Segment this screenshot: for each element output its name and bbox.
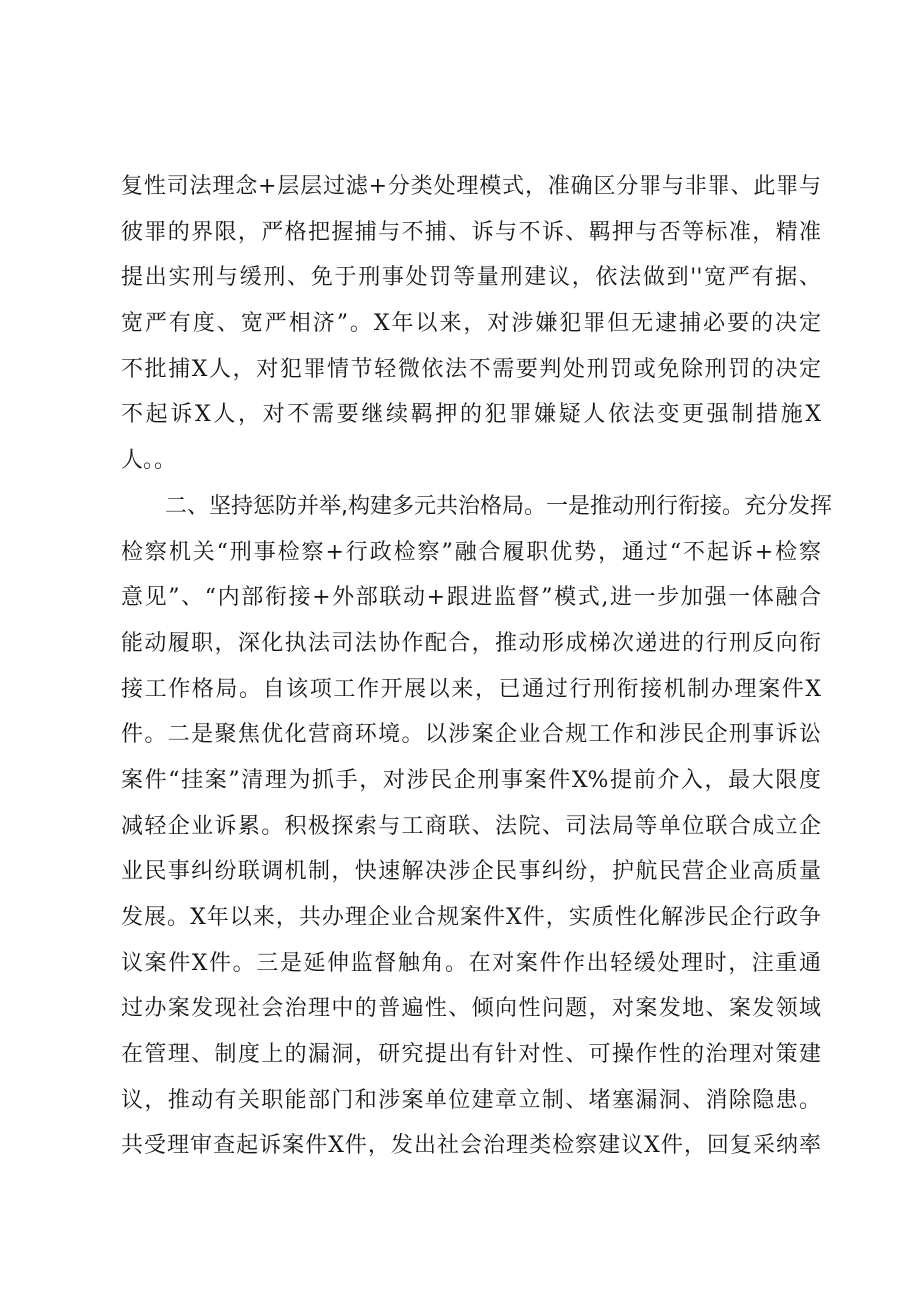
document-body (121, 164, 833, 1169)
text-line: 彼罪的界限，严格把握捕与不捕、诉与不诉、羁押与否等标准，精准 (121, 219, 821, 245)
section-heading-line (121, 484, 833, 530)
text-line: 检察机关“刑事检察+行政检察”融合履职优势，通过“不起诉+检察 (121, 539, 821, 565)
text-line: 减轻企业诉累。积极探索与工商联、法院、司法局等单位联合成立企 (121, 813, 821, 839)
text-line: 共受理审查起诉案件X件，发出社会治理类检察建议X件，回复采纳率 (121, 1133, 821, 1159)
text-line: 不批捕X人，对犯罪情节轻微依法不需要判处刑罚或免除刑罚的决定 (121, 356, 821, 382)
text-line: 件。二是聚焦优化营商环境。以涉案企业合规工作和涉民企刑事诉讼 (121, 722, 821, 748)
text-line: 不起诉X人，对不需要继续羁押的犯罪嫌疑人依法变更强制措施X (121, 402, 821, 428)
text-line: 在管理、制度上的漏洞，研究提出有针对性、可操作性的治理对策建 (121, 1042, 821, 1068)
text-line: 议，推动有关职能部门和涉案单位建章立制、堵塞漏洞、消除隐患。 (121, 1087, 821, 1113)
text-line: 能动履职，深化执法司法协作配合，推动形成梯次递进的行刑反向衔 (121, 630, 821, 656)
text-line: 发展。X年以来，共办理企业合规案件X件，实质性化解涉民企行政争 (121, 905, 821, 930)
text-line: 复性司法理念+层层过滤+分类处理模式，准确区分罪与非罪、此罪与 (121, 174, 821, 199)
section-heading: 二、坚持惩防并举,构建多元共治格局。 (165, 493, 546, 519)
section-heading-continuation: 一是推动刑行衔接。充分发挥 (546, 493, 833, 519)
text-line: 议案件X件。三是延伸监督触角。在对案件作出轻缓处理时，注重通 (121, 950, 821, 976)
text-line: 案件“挂案”清理为抓手，对涉民企刑事案件X%提前介入，最大限度 (121, 767, 821, 793)
text-line: 人。。 (121, 448, 177, 474)
text-line: 意见”、“内部衔接+外部联动+跟进监督”模式,进一步加强一体融合 (121, 585, 821, 611)
text-line: 宽严有度、宽严相济”。X年以来，对涉嫌犯罪但无逮捕必要的决定 (121, 311, 821, 337)
text-line: 过办案发现社会治理中的普遍性、倾向性问题，对案发地、案发领域 (121, 996, 821, 1022)
text-line: 业民事纠纷联调机制，快速解决涉企民事纠纷，护航民营企业高质量 (121, 859, 821, 885)
text-line: 接工作格局。自该项工作开展以来，已通过行刑衔接机制办理案件X (121, 676, 821, 702)
text-line: 提出实刑与缓刑、免于刑事处罚等量刑建议，依法做到''宽严有据、 (121, 265, 821, 291)
